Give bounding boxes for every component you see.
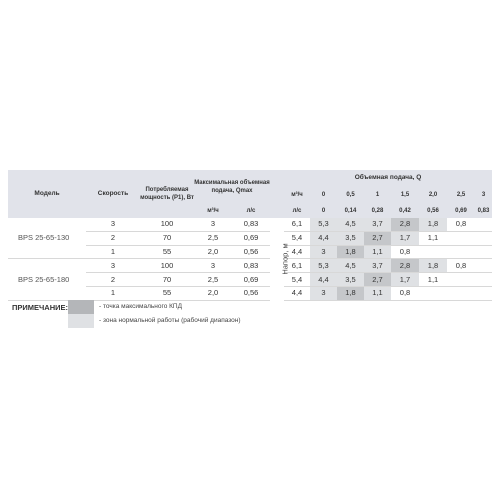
empty-cell (475, 245, 492, 259)
header-q-m3h-6: 3 (475, 186, 492, 204)
qmax-m3h-cell: 2,5 (194, 231, 232, 245)
head-value-cell: 3 (310, 245, 337, 259)
head-value-cell-max-eff: 2,7 (364, 273, 391, 287)
head-label-cell (270, 218, 290, 300)
head-value-cell: 4,4 (310, 273, 337, 287)
power-cell: 55 (140, 286, 194, 300)
performance-table (8, 170, 492, 301)
head-value-cell: 0,8 (391, 286, 419, 300)
power-cell: 55 (140, 245, 194, 259)
head-value-cell: 0,8 (391, 245, 419, 259)
header-power: Потребляемая мощность (Р1), Вт (140, 170, 194, 218)
head-value-cell: 3,7 (364, 259, 391, 273)
max-eff-swatch (68, 300, 94, 314)
head-value-cell: 3,5 (337, 231, 364, 245)
head-value-cell: 4,5 (337, 218, 364, 231)
head-value-cell: 4,4 (310, 231, 337, 245)
speed-cell: 1 (86, 245, 140, 259)
head-value-cell: 1,7 (391, 273, 419, 287)
head-value-cell: 6,1 (284, 259, 310, 273)
speed-cell: 3 (86, 259, 140, 273)
head-value-cell: 0,8 (447, 218, 475, 231)
head-value-cell: 3,5 (337, 273, 364, 287)
head-value-cell-max-eff: 2,8 (391, 218, 419, 231)
header-model: Модель (8, 170, 86, 218)
header-speed: Скорость (86, 170, 140, 218)
table-row (8, 259, 492, 273)
speed-cell: 1 (86, 286, 140, 300)
speed-cell: 3 (86, 218, 140, 231)
head-value-cell (447, 231, 475, 245)
header-q-ls-2: 0,28 (364, 204, 391, 218)
header-q-m3h-3: 1,5 (391, 186, 419, 204)
legend-max-eff-text: - точка максимального КПД (99, 303, 182, 310)
empty-cell (475, 218, 492, 231)
header-q-m3h-2: 1 (364, 186, 391, 204)
power-cell: 100 (140, 218, 194, 231)
qmax-m3h-cell: 2,5 (194, 273, 232, 287)
head-value-cell-max-eff: 1,8 (337, 245, 364, 259)
head-value-cell: 0,8 (447, 259, 475, 273)
model-name: BPS 25-65-180 (8, 259, 86, 300)
qmax-ls-cell: 0,69 (232, 273, 270, 287)
power-cell: 70 (140, 231, 194, 245)
head-value-cell: 5,4 (284, 273, 310, 287)
head-value-cell (447, 245, 475, 259)
header-spacer (270, 170, 284, 218)
head-value-cell: 1,1 (419, 231, 447, 245)
header-q-m3h-1: 0,5 (337, 186, 364, 204)
speed-cell: 2 (86, 231, 140, 245)
header-q-m3h-4: 2,0 (419, 186, 447, 204)
qmax-m3h-cell: 3 (194, 218, 232, 231)
head-value-cell: 4,5 (337, 259, 364, 273)
qmax-m3h-cell: 2,0 (194, 286, 232, 300)
speed-cell: 2 (86, 273, 140, 287)
header-q-ls-1: 0,14 (337, 204, 364, 218)
power-cell: 70 (140, 273, 194, 287)
header-q-m3h-0: 0 (310, 186, 337, 204)
empty-cell (475, 286, 492, 300)
header-flow: Объемная подача, Q (284, 170, 492, 186)
head-value-cell: 5,4 (284, 231, 310, 245)
head-value-cell: 1,1 (419, 273, 447, 287)
header-q-ls-5: 0,69 (447, 204, 475, 218)
empty-cell (475, 273, 492, 287)
header-q-m3h-5: 2,5 (447, 186, 475, 204)
header-qmax-unit-m3h: м³/ч (194, 204, 232, 218)
qmax-ls-cell: 0,69 (232, 231, 270, 245)
head-value-cell (419, 245, 447, 259)
head-label: Напор, м (280, 243, 290, 275)
head-value-cell: 3,7 (364, 218, 391, 231)
model-name: BPS 25-65-130 (8, 218, 86, 259)
head-value-cell: 3 (310, 286, 337, 300)
power-cell: 100 (140, 259, 194, 273)
empty-cell (475, 231, 492, 245)
head-value-cell (419, 286, 447, 300)
head-value-cell: 4,4 (284, 286, 310, 300)
head-value-cell-max-eff: 2,7 (364, 231, 391, 245)
header-max-flow: Максимальная объемная подача, Qmax (194, 170, 270, 204)
head-value-cell: 1,1 (364, 286, 391, 300)
qmax-ls-cell: 0,56 (232, 286, 270, 300)
head-value-cell-max-eff: 1,8 (337, 286, 364, 300)
header-unit-m3h: м³/ч (284, 186, 310, 204)
head-value-cell: 1,7 (391, 231, 419, 245)
qmax-ls-cell: 0,56 (232, 245, 270, 259)
head-value-cell: 1,1 (364, 245, 391, 259)
head-value-cell: 5,3 (310, 218, 337, 231)
header-q-ls-6: 0,83 (475, 204, 492, 218)
legend-normal-zone-text: - зона нормальной работы (рабочий диапазон) (99, 317, 241, 324)
table-row (8, 218, 492, 231)
qmax-m3h-cell: 2,0 (194, 245, 232, 259)
performance-table-wrapper (8, 170, 492, 301)
head-value-cell (447, 286, 475, 300)
header-q-ls-0: 0 (310, 204, 337, 218)
head-value-cell (447, 273, 475, 287)
head-value-cell-max-eff: 2,8 (391, 259, 419, 273)
header-q-ls-4: 0,56 (419, 204, 447, 218)
normal-zone-swatch (68, 314, 94, 328)
head-value-cell: 1,8 (419, 259, 447, 273)
head-value-cell: 4,4 (284, 245, 310, 259)
header-q-ls-3: 0,42 (391, 204, 419, 218)
header-qmax-unit-ls: л/с (232, 204, 270, 218)
qmax-ls-cell: 0,83 (232, 259, 270, 273)
header-unit-ls: л/с (284, 204, 310, 218)
legend-title: ПРИМЕЧАНИЕ: (12, 303, 69, 312)
head-value-cell: 5,3 (310, 259, 337, 273)
empty-cell (475, 259, 492, 273)
qmax-ls-cell: 0,83 (232, 218, 270, 231)
head-value-cell: 1,8 (419, 218, 447, 231)
legend (12, 300, 492, 330)
head-value-cell: 6,1 (284, 218, 310, 231)
qmax-m3h-cell: 3 (194, 259, 232, 273)
